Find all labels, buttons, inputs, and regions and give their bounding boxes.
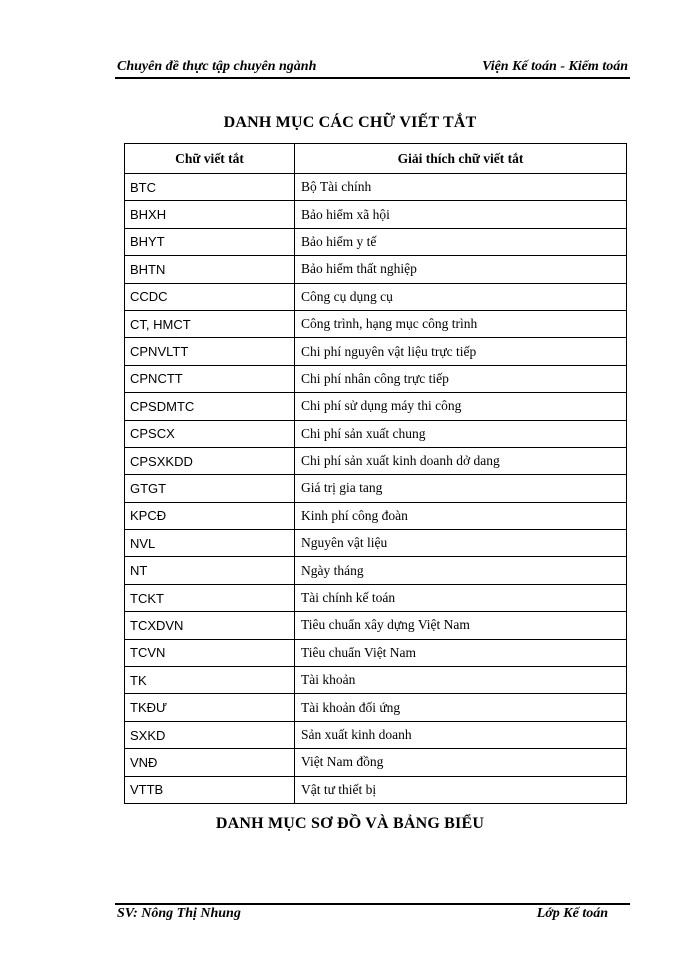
header-divider: [115, 77, 630, 79]
abbreviation-cell: CPNCTT: [125, 365, 295, 392]
abbreviation-cell: CT, HMCT: [125, 310, 295, 337]
abbreviation-cell: CCDC: [125, 283, 295, 310]
explanation-cell: Chi phí nguyên vật liệu trực tiếp: [295, 338, 627, 365]
abbreviation-cell: KPCĐ: [125, 502, 295, 529]
table-row: [125, 283, 627, 310]
abbreviation-cell: CPSDMTC: [125, 393, 295, 420]
table-row: [125, 393, 627, 420]
explanation-cell: Kinh phí công đoàn: [295, 502, 627, 529]
abbreviation-cell: NVL: [125, 530, 295, 557]
abbreviation-cell: CPSCX: [125, 420, 295, 447]
explanation-cell: Công cụ dụng cụ: [295, 283, 627, 310]
explanation-cell: Sản xuất kinh doanh: [295, 721, 627, 748]
table-row: [125, 338, 627, 365]
explanation-cell: Ngày tháng: [295, 557, 627, 584]
explanation-cell: Bảo hiểm y tế: [295, 228, 627, 255]
table-row: [125, 776, 627, 803]
table-row: [125, 557, 627, 584]
explanation-cell: Chi phí nhân công trực tiếp: [295, 365, 627, 392]
table-row: [125, 174, 627, 201]
table-row: [125, 694, 627, 721]
abbreviation-cell: CPNVLTT: [125, 338, 295, 365]
header-left-text: Chuyên đề thực tập chuyên ngành: [117, 59, 317, 74]
abbreviation-cell: SXKD: [125, 721, 295, 748]
table-row: [125, 612, 627, 639]
table-row: [125, 310, 627, 337]
footer-student-name: SV: Nông Thị Nhung: [117, 906, 241, 921]
table-row: [125, 420, 627, 447]
header-right-text: Viện Kế toán - Kiểm toán: [482, 59, 628, 74]
explanation-cell: Tài chính kế toán: [295, 584, 627, 611]
explanation-cell: Bảo hiểm xã hội: [295, 201, 627, 228]
explanation-cell: Công trình, hạng mục công trình: [295, 310, 627, 337]
abbreviation-cell: TK: [125, 667, 295, 694]
explanation-cell: Bộ Tài chính: [295, 174, 627, 201]
abbreviation-cell: BHXH: [125, 201, 295, 228]
explanation-cell: Việt Nam đồng: [295, 749, 627, 776]
table-row: [125, 530, 627, 557]
table-row: [125, 447, 627, 474]
abbreviation-cell: BTC: [125, 174, 295, 201]
explanation-cell: Chi phí sản xuất kinh doanh dở dang: [295, 447, 627, 474]
explanation-cell: Tiêu chuẩn xây dựng Việt Nam: [295, 612, 627, 639]
table-row: [125, 256, 627, 283]
abbreviation-cell: TCKT: [125, 584, 295, 611]
footer-divider: [115, 903, 630, 905]
abbreviation-cell: VNĐ: [125, 749, 295, 776]
explanation-cell: Chi phí sử dụng máy thi công: [295, 393, 627, 420]
explanation-cell: Bảo hiểm thất nghiệp: [295, 256, 627, 283]
explanation-cell: Tiêu chuẩn Việt Nam: [295, 639, 627, 666]
table-row: [125, 228, 627, 255]
explanation-cell: Giá trị gia tang: [295, 475, 627, 502]
column-header-explanation: Giải thích chữ viết tắt: [295, 144, 627, 174]
abbreviations-title: DANH MỤC CÁC CHỮ VIẾT TẮT: [223, 114, 477, 131]
column-header-abbreviation: Chữ viết tắt: [125, 144, 295, 174]
footer-class-name: Lớp Kế toán: [536, 906, 608, 921]
explanation-cell: Nguyên vật liệu: [295, 530, 627, 557]
explanation-cell: Tài khoản: [295, 667, 627, 694]
abbreviation-cell: TKĐƯ: [125, 694, 295, 721]
explanation-cell: Vật tư thiết bị: [295, 776, 627, 803]
table-row: [125, 667, 627, 694]
table-row: [125, 639, 627, 666]
abbreviation-cell: BHYT: [125, 228, 295, 255]
abbreviation-cell: GTGT: [125, 475, 295, 502]
page-header: [115, 57, 630, 77]
abbreviations-table: [124, 143, 627, 804]
abbreviation-cell: TCXDVN: [125, 612, 295, 639]
explanation-cell: Chi phí sản xuất chung: [295, 420, 627, 447]
abbreviation-cell: BHTN: [125, 256, 295, 283]
table-header-row: [125, 144, 627, 174]
table-row: [125, 721, 627, 748]
abbreviation-cell: CPSXKDD: [125, 447, 295, 474]
table-row: [125, 502, 627, 529]
table-row: [125, 365, 627, 392]
table-row: [125, 749, 627, 776]
page-footer: [115, 906, 630, 926]
table-row: [125, 475, 627, 502]
abbreviation-cell: TCVN: [125, 639, 295, 666]
table-row: [125, 201, 627, 228]
abbreviation-cell: VTTB: [125, 776, 295, 803]
diagrams-tables-title: DANH MỤC SƠ ĐỒ VÀ BẢNG BIỂU: [215, 815, 485, 832]
abbreviation-cell: NT: [125, 557, 295, 584]
explanation-cell: Tài khoản đối ứng: [295, 694, 627, 721]
table-row: [125, 584, 627, 611]
